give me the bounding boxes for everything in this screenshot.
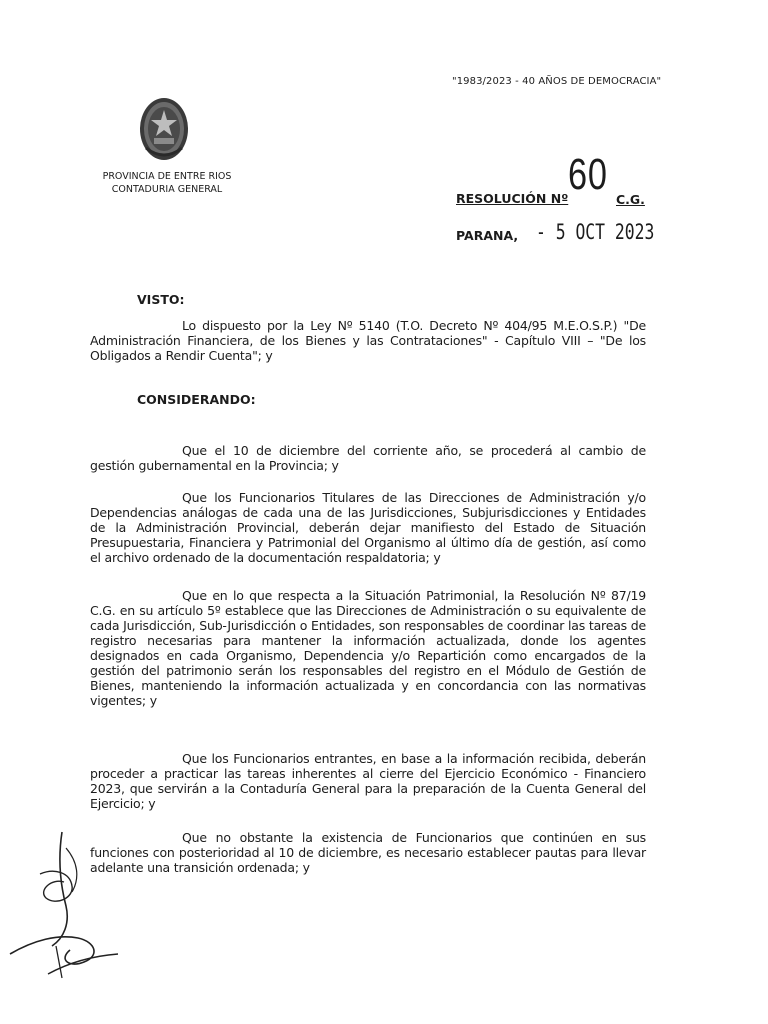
paragraph-considerando-3: Que en lo que respecta a la Situación Patrimonial, la Resolución Nº 87/19 C.G. en su artículo 5º establece que las Direcciones de Administración o su equivalente de cada Jurisdicción, Sub-Jurisdicción o Entidades, son responsables de coordinar las tareas de registro necesarias para mantener la información actualizada, donde los agentes designados en cada Organismo, Dependencia y/o Repartición como encargados de la gestión del patrimonio serán los responsables del registro en el Módulo de Gestión de Bienes, manteniendo la información actualizada y en concordancia con las normativas vigentes; y [90,587,646,708]
paragraph-considerando-1: Que el 10 de diciembre del corriente año, se procederá al cambio de gestión gubernamental en la Provincia; y [90,442,646,473]
handwritten-signature-icon [0,828,140,992]
issue-date-stamp: - 5 OCT 2023 [536,220,655,244]
resolution-number: 60 [568,150,608,199]
paragraph-considerando-5: Que no obstante la existencia de Funcionarios que continúen en sus funciones con posterioridad al 10 de diciembre, es necesario establecer pautas para llevar adelante una transición ordenada; y [90,829,646,875]
visto-heading: VISTO: [137,292,185,307]
issuer-office: CONTADURIA GENERAL [111,184,223,195]
provincial-seal-icon [138,96,190,166]
considerando-heading: CONSIDERANDO: [137,392,256,407]
resolution-label: RESOLUCIÓN Nº [456,191,569,206]
paragraph-considerando-4: Que los Funcionarios entrantes, en base a la información recibida, deberán proceder a practicar las tareas inherentes al cierre del Ejercicio Económico - Financiero 2023, que servirán a la Contaduría General para la preparación de la Cuenta General del Ejercicio; y [90,750,646,811]
paragraph-visto: Lo dispuesto por la Ley Nº 5140 (T.O. Decreto Nº 404/95 M.E.O.S.P.) "De Administración Financiera, de los Bienes y las Contrataciones" - Capítulo VIII – "De los Obligados a Rendir Cuenta"; y [90,317,646,363]
issuer-block [96,170,238,196]
paragraph-considerando-2: Que los Funcionarios Titulares de las Direcciones de Administración y/o Dependencias análogas de cada una de las Jurisdicciones, Subjurisdicciones y Entidades de la Administración Provincial, deberán dejar manifiesto del Estado de Situación Presupuestaria, Financiera y Patrimonial del Organismo al último día de gestión, así como el archivo ordenado de la documentación respaldatoria; y [90,489,646,565]
resolution-suffix: C.G. [616,192,645,207]
issuer-province: PROVINCIA DE ENTRE RIOS [102,171,232,182]
issue-place: PARANA, [456,228,519,243]
header-motto: "1983/2023 - 40 AÑOS DE DEMOCRACIA" [452,76,662,87]
